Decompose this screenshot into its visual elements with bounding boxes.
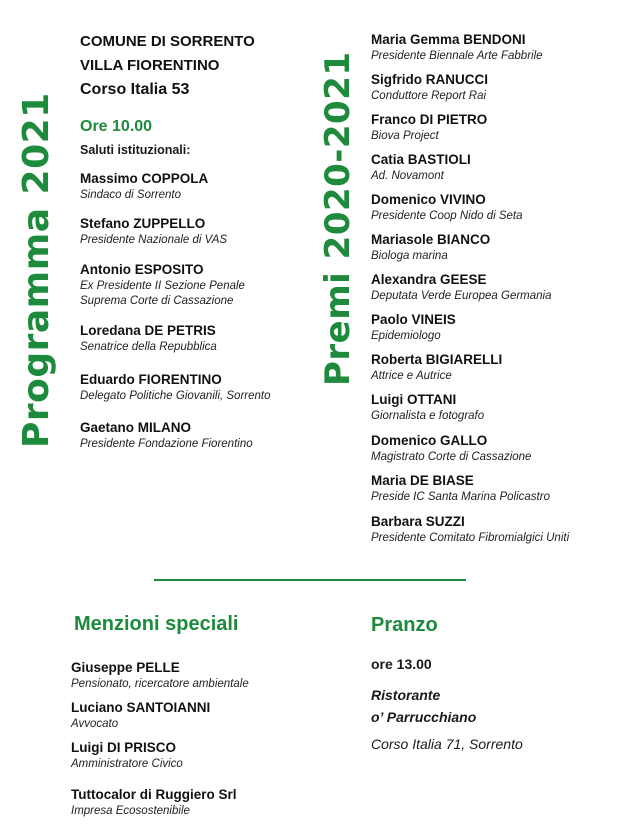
venue-line-3: Corso Italia 53 bbox=[80, 81, 190, 98]
premio-item bbox=[371, 71, 488, 104]
speaker-name: Massimo COPPOLA bbox=[80, 171, 209, 186]
premio-item bbox=[371, 351, 502, 384]
premio-role: Magistrato Corte di Cassazione bbox=[371, 451, 532, 463]
premio-role: Presidente Coop Nido di Seta bbox=[371, 210, 523, 222]
programma-time: Ore 10.00 bbox=[80, 118, 153, 135]
premio-item bbox=[371, 391, 484, 424]
speaker-item bbox=[80, 419, 253, 452]
premio-item bbox=[371, 31, 543, 64]
premio-item bbox=[371, 111, 487, 144]
premio-name: Mariasole BIANCO bbox=[371, 232, 491, 247]
venue-block bbox=[80, 30, 255, 102]
speaker-item bbox=[80, 322, 217, 355]
menzione-item bbox=[71, 786, 237, 819]
menzioni-title: Menzioni speciali bbox=[74, 613, 239, 635]
premio-item bbox=[371, 271, 552, 304]
speaker-role: Ex Presidente II Sezione Penale bbox=[80, 280, 245, 292]
pranzo-time: ore 13.00 bbox=[371, 656, 432, 672]
pranzo-title: Pranzo bbox=[371, 614, 438, 636]
premio-name: Catia BASTIOLI bbox=[371, 152, 471, 167]
pranzo-venue-line-1: Ristorante bbox=[371, 687, 441, 703]
premio-name: Maria Gemma BENDONI bbox=[371, 32, 526, 47]
premio-name: Domenico VIVINO bbox=[371, 192, 486, 207]
speaker-name: Gaetano MILANO bbox=[80, 420, 192, 435]
pranzo-venue bbox=[371, 684, 476, 728]
menzione-item bbox=[71, 739, 183, 772]
section-divider bbox=[154, 579, 466, 581]
premio-role: Deputata Verde Europea Germania bbox=[371, 290, 552, 302]
menzione-name: Luigi DI PRISCO bbox=[71, 740, 177, 755]
premi-vertical-title: Premi 2020-2021 bbox=[318, 51, 358, 386]
speaker-item bbox=[80, 371, 271, 404]
premio-role: Biologa marina bbox=[371, 250, 448, 262]
premio-name: Sigfrido RANUCCI bbox=[371, 72, 488, 87]
venue-line-1: COMUNE DI SORRENTO bbox=[80, 33, 255, 50]
speaker-role: Delegato Politiche Giovanili, Sorrento bbox=[80, 390, 271, 402]
speaker-role: Sindaco di Sorrento bbox=[80, 189, 182, 201]
premio-role: Giornalista e fotografo bbox=[371, 410, 485, 422]
menzione-role: Pensionato, ricercatore ambientale bbox=[71, 678, 249, 690]
pranzo-venue-line-2: o’ Parrucchiano bbox=[371, 709, 477, 725]
menzione-name: Giuseppe PELLE bbox=[71, 660, 180, 675]
speaker-item bbox=[80, 261, 245, 309]
premio-item bbox=[371, 191, 523, 224]
premio-item bbox=[371, 151, 471, 184]
premio-item bbox=[371, 472, 550, 505]
premio-item bbox=[371, 513, 569, 546]
premio-name: Roberta BIGIARELLI bbox=[371, 352, 503, 367]
premio-item bbox=[371, 432, 531, 465]
premio-role: Biova Project bbox=[371, 130, 439, 142]
speaker-name: Antonio ESPOSITO bbox=[80, 262, 204, 277]
speaker-role-2: Suprema Corte di Cassazione bbox=[80, 295, 234, 307]
menzione-name: Tuttocalor di Ruggiero Srl bbox=[71, 787, 237, 802]
pranzo-address: Corso Italia 71, Sorrento bbox=[371, 736, 523, 752]
speaker-item bbox=[80, 170, 208, 203]
premio-name: Maria DE BIASE bbox=[371, 473, 474, 488]
premio-name: Domenico GALLO bbox=[371, 433, 488, 448]
speaker-role: Senatrice della Repubblica bbox=[80, 341, 217, 353]
premio-role: Presidente Biennale Arte Fabbrile bbox=[371, 50, 543, 62]
premio-role: Epidemiologo bbox=[371, 330, 441, 342]
menzione-role: Impresa Ecosostenibile bbox=[71, 805, 190, 817]
menzione-role: Amministratore Civico bbox=[71, 758, 183, 770]
speaker-name: Loredana DE PETRIS bbox=[80, 323, 216, 338]
premio-name: Franco DI PIETRO bbox=[371, 112, 488, 127]
menzione-role: Avvocato bbox=[71, 718, 119, 730]
premio-role: Attrice e Autrice bbox=[371, 370, 452, 382]
speaker-role: Presidente Fondazione Fiorentino bbox=[80, 438, 253, 450]
premio-name: Barbara SUZZI bbox=[371, 514, 465, 529]
premio-name: Alexandra GEESE bbox=[371, 272, 487, 287]
premio-role: Presidente Comitato Fibromialgici Uniti bbox=[371, 532, 570, 544]
menzione-name: Luciano SANTOIANNI bbox=[71, 700, 211, 715]
speaker-item bbox=[80, 215, 227, 248]
menzione-item bbox=[71, 659, 249, 692]
premio-role: Ad. Novamont bbox=[371, 170, 444, 182]
premio-name: Luigi OTTANI bbox=[371, 392, 457, 407]
programma-vertical-title: Programma 2021 bbox=[16, 92, 57, 448]
venue-line-2: VILLA FIORENTINO bbox=[80, 57, 220, 74]
premio-name: Paolo VINEIS bbox=[371, 312, 456, 327]
speaker-name: Stefano ZUPPELLO bbox=[80, 216, 206, 231]
saluti-label: Saluti istituzionali: bbox=[80, 143, 191, 157]
premio-role: Preside IC Santa Marina Policastro bbox=[371, 491, 550, 503]
speaker-name: Eduardo FIORENTINO bbox=[80, 372, 222, 387]
speaker-role: Presidente Nazionale di VAS bbox=[80, 234, 228, 246]
premio-item bbox=[371, 231, 490, 264]
premio-item bbox=[371, 311, 456, 344]
premio-role: Conduttore Report Rai bbox=[371, 90, 487, 102]
menzione-item bbox=[71, 699, 210, 732]
